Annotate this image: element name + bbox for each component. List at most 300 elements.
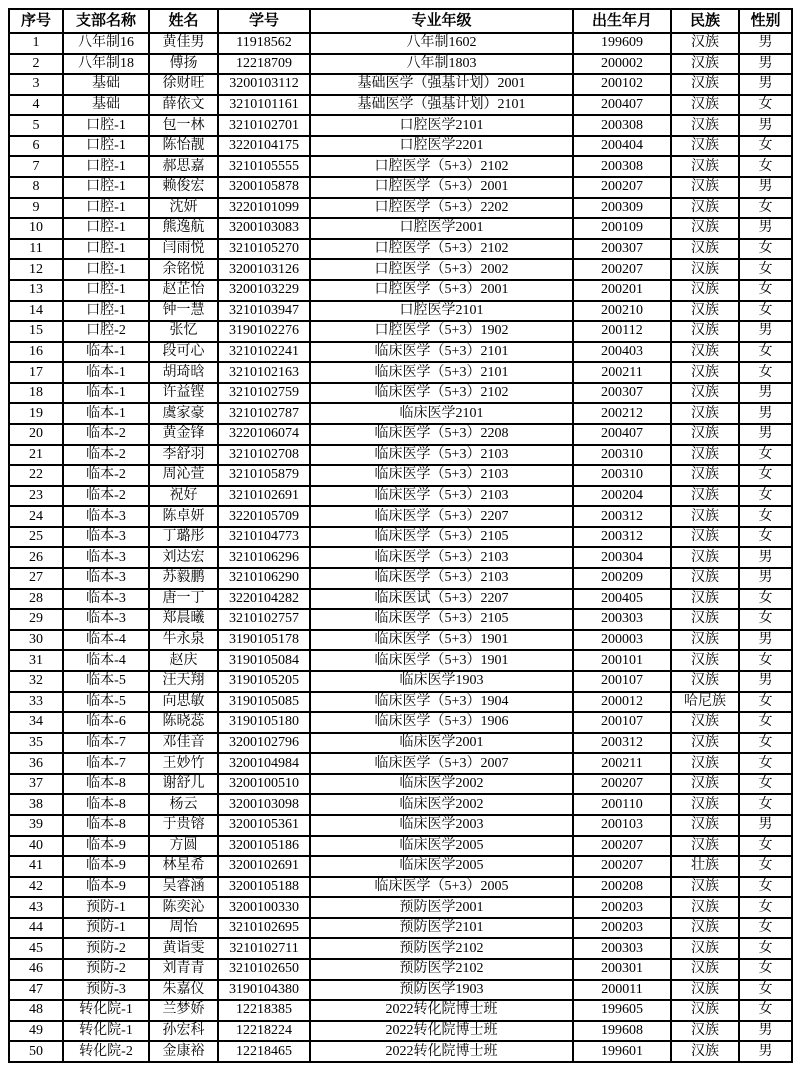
cell-branch: 预防-1	[63, 918, 149, 939]
cell-birth-date: 200309	[573, 198, 671, 219]
cell-major-grade: 临床医试（5+3）2207	[310, 589, 573, 610]
cell-index: 17	[9, 362, 63, 383]
cell-name: 胡琦晗	[149, 362, 218, 383]
cell-branch: 临本-4	[63, 650, 149, 671]
cell-ethnicity: 汉族	[671, 342, 739, 363]
cell-branch: 临本-2	[63, 424, 149, 445]
cell-birth-date: 200211	[573, 362, 671, 383]
cell-name: 赵芷怡	[149, 280, 218, 301]
cell-index: 27	[9, 568, 63, 589]
cell-index: 37	[9, 774, 63, 795]
cell-branch: 临本-5	[63, 692, 149, 713]
cell-branch: 八年制16	[63, 33, 149, 54]
cell-birth-date: 200207	[573, 177, 671, 198]
cell-index: 2	[9, 54, 63, 75]
cell-branch: 转化院-2	[63, 1041, 149, 1062]
cell-birth-date: 200303	[573, 609, 671, 630]
cell-name: 王妙竹	[149, 753, 218, 774]
table-row	[9, 54, 792, 75]
table-row	[9, 136, 792, 157]
cell-name: 沈妍	[149, 198, 218, 219]
cell-index: 50	[9, 1041, 63, 1062]
cell-gender: 男	[739, 177, 792, 198]
cell-gender: 女	[739, 650, 792, 671]
cell-birth-date: 200207	[573, 856, 671, 877]
cell-major-grade: 临床医学2001	[310, 733, 573, 754]
table-row	[9, 218, 792, 239]
cell-major-grade: 口腔医学（5+3）2102	[310, 239, 573, 260]
cell-ethnicity: 汉族	[671, 815, 739, 836]
col-header-gender: 性别	[739, 9, 792, 33]
cell-branch: 预防-2	[63, 959, 149, 980]
cell-index: 47	[9, 980, 63, 1001]
table-row	[9, 712, 792, 733]
table-row	[9, 671, 792, 692]
cell-ethnicity: 汉族	[671, 1041, 739, 1062]
cell-gender: 男	[739, 321, 792, 342]
cell-name: 张忆	[149, 321, 218, 342]
cell-major-grade: 临床医学（5+3）2102	[310, 383, 573, 404]
cell-name: 朱嘉仪	[149, 980, 218, 1001]
cell-name: 陈怡靓	[149, 136, 218, 157]
cell-major-grade: 临床医学（5+3）2207	[310, 506, 573, 527]
cell-gender: 男	[739, 115, 792, 136]
cell-branch: 临本-1	[63, 403, 149, 424]
cell-major-grade: 临床医学（5+3）2007	[310, 753, 573, 774]
cell-birth-date: 200207	[573, 774, 671, 795]
cell-birth-date: 200307	[573, 383, 671, 404]
cell-branch: 临本-3	[63, 527, 149, 548]
cell-gender: 女	[739, 836, 792, 857]
cell-birth-date: 200003	[573, 630, 671, 651]
cell-major-grade: 基础医学（强基计划）2001	[310, 74, 573, 95]
cell-index: 18	[9, 383, 63, 404]
cell-gender: 女	[739, 897, 792, 918]
table-row	[9, 733, 792, 754]
table-row	[9, 280, 792, 301]
cell-birth-date: 200210	[573, 301, 671, 322]
cell-gender: 女	[739, 712, 792, 733]
cell-ethnicity: 汉族	[671, 506, 739, 527]
cell-major-grade: 2022转化院博士班	[310, 1000, 573, 1021]
cell-name: 于贵镕	[149, 815, 218, 836]
cell-ethnicity: 汉族	[671, 259, 739, 280]
cell-birth-date: 200103	[573, 815, 671, 836]
cell-name: 林星希	[149, 856, 218, 877]
cell-index: 25	[9, 527, 63, 548]
table-row	[9, 856, 792, 877]
cell-ethnicity: 汉族	[671, 177, 739, 198]
col-header-birth-date: 出生年月	[573, 9, 671, 33]
cell-name: 金康裕	[149, 1041, 218, 1062]
cell-name: 牛永泉	[149, 630, 218, 651]
cell-branch: 临本-2	[63, 486, 149, 507]
cell-branch: 临本-8	[63, 794, 149, 815]
cell-index: 44	[9, 918, 63, 939]
cell-birth-date: 199601	[573, 1041, 671, 1062]
cell-name: 孙宏科	[149, 1021, 218, 1042]
cell-student-id: 3190105178	[218, 630, 310, 651]
cell-birth-date: 200304	[573, 547, 671, 568]
cell-major-grade: 临床医学（5+3）2105	[310, 609, 573, 630]
cell-branch: 临本-7	[63, 733, 149, 754]
table-row	[9, 486, 792, 507]
table-row	[9, 794, 792, 815]
cell-branch: 预防-3	[63, 980, 149, 1001]
cell-gender: 女	[739, 465, 792, 486]
cell-branch: 临本-5	[63, 671, 149, 692]
cell-name: 黄诣雯	[149, 938, 218, 959]
cell-name: 吴睿涵	[149, 877, 218, 898]
cell-major-grade: 临床医学（5+3）2103	[310, 568, 573, 589]
cell-index: 26	[9, 547, 63, 568]
cell-ethnicity: 汉族	[671, 877, 739, 898]
cell-student-id: 3200104984	[218, 753, 310, 774]
cell-branch: 预防-1	[63, 897, 149, 918]
cell-branch: 口腔-1	[63, 115, 149, 136]
cell-branch: 临本-2	[63, 445, 149, 466]
table-body	[9, 33, 792, 1062]
cell-name: 薛依文	[149, 95, 218, 116]
cell-ethnicity: 汉族	[671, 74, 739, 95]
cell-branch: 转化院-1	[63, 1021, 149, 1042]
cell-gender: 女	[739, 877, 792, 898]
table-row	[9, 692, 792, 713]
cell-index: 35	[9, 733, 63, 754]
cell-ethnicity: 汉族	[671, 115, 739, 136]
col-header-ethnicity: 民族	[671, 9, 739, 33]
cell-name: 杨云	[149, 794, 218, 815]
cell-ethnicity: 汉族	[671, 836, 739, 857]
cell-birth-date: 199608	[573, 1021, 671, 1042]
cell-birth-date: 200301	[573, 959, 671, 980]
cell-major-grade: 临床医学（5+3）2103	[310, 486, 573, 507]
table-row	[9, 815, 792, 836]
cell-birth-date: 200112	[573, 321, 671, 342]
cell-major-grade: 口腔医学2101	[310, 115, 573, 136]
cell-student-id: 12218385	[218, 1000, 310, 1021]
cell-name: 周怡	[149, 918, 218, 939]
cell-student-id: 3220101099	[218, 198, 310, 219]
cell-name: 赖俊宏	[149, 177, 218, 198]
cell-branch: 临本-2	[63, 465, 149, 486]
table-row	[9, 1000, 792, 1021]
table-row	[9, 547, 792, 568]
cell-index: 3	[9, 74, 63, 95]
cell-major-grade: 八年制1602	[310, 33, 573, 54]
cell-gender: 男	[739, 630, 792, 651]
table-row	[9, 424, 792, 445]
cell-index: 40	[9, 836, 63, 857]
table-row	[9, 938, 792, 959]
cell-birth-date: 200107	[573, 671, 671, 692]
cell-index: 32	[9, 671, 63, 692]
cell-gender: 男	[739, 568, 792, 589]
cell-student-id: 3190105180	[218, 712, 310, 733]
cell-branch: 口腔-1	[63, 156, 149, 177]
cell-ethnicity: 汉族	[671, 712, 739, 733]
cell-branch: 口腔-1	[63, 136, 149, 157]
cell-ethnicity: 汉族	[671, 1021, 739, 1042]
cell-student-id: 3210102691	[218, 486, 310, 507]
cell-major-grade: 临床医学（5+3）2101	[310, 362, 573, 383]
cell-ethnicity: 汉族	[671, 403, 739, 424]
cell-index: 1	[9, 33, 63, 54]
cell-birth-date: 200212	[573, 403, 671, 424]
cell-student-id: 3210105270	[218, 239, 310, 260]
cell-student-id: 3210101161	[218, 95, 310, 116]
col-header-student-id: 学号	[218, 9, 310, 33]
cell-name: 郑晨曦	[149, 609, 218, 630]
cell-ethnicity: 汉族	[671, 753, 739, 774]
cell-gender: 女	[739, 239, 792, 260]
cell-name: 唐一丁	[149, 589, 218, 610]
cell-branch: 临本-8	[63, 815, 149, 836]
cell-ethnicity: 汉族	[671, 959, 739, 980]
cell-birth-date: 200407	[573, 95, 671, 116]
cell-name: 钟一慧	[149, 301, 218, 322]
table-row	[9, 33, 792, 54]
cell-index: 15	[9, 321, 63, 342]
cell-student-id: 3200102796	[218, 733, 310, 754]
cell-name: 虞家豪	[149, 403, 218, 424]
cell-branch: 临本-3	[63, 589, 149, 610]
cell-index: 9	[9, 198, 63, 219]
cell-gender: 男	[739, 424, 792, 445]
table-row	[9, 177, 792, 198]
cell-branch: 临本-9	[63, 877, 149, 898]
cell-ethnicity: 汉族	[671, 1000, 739, 1021]
cell-ethnicity: 汉族	[671, 156, 739, 177]
cell-ethnicity: 汉族	[671, 794, 739, 815]
cell-index: 30	[9, 630, 63, 651]
table-row	[9, 836, 792, 857]
cell-index: 4	[9, 95, 63, 116]
cell-gender: 女	[739, 156, 792, 177]
cell-gender: 女	[739, 938, 792, 959]
cell-branch: 口腔-1	[63, 280, 149, 301]
cell-major-grade: 基础医学（强基计划）2101	[310, 95, 573, 116]
cell-student-id: 3210106296	[218, 547, 310, 568]
cell-ethnicity: 汉族	[671, 321, 739, 342]
col-header-major-grade: 专业年级	[310, 9, 573, 33]
cell-branch: 临本-9	[63, 856, 149, 877]
cell-ethnicity: 汉族	[671, 938, 739, 959]
cell-branch: 临本-8	[63, 774, 149, 795]
cell-major-grade: 临床医学（5+3）1906	[310, 712, 573, 733]
cell-student-id: 3200105186	[218, 836, 310, 857]
cell-birth-date: 200107	[573, 712, 671, 733]
cell-name: 余铭悦	[149, 259, 218, 280]
cell-student-id: 3210103947	[218, 301, 310, 322]
cell-branch: 口腔-1	[63, 259, 149, 280]
cell-ethnicity: 汉族	[671, 465, 739, 486]
cell-name: 兰梦娇	[149, 1000, 218, 1021]
cell-birth-date: 200211	[573, 753, 671, 774]
cell-birth-date: 199609	[573, 33, 671, 54]
cell-name: 段可心	[149, 342, 218, 363]
cell-branch: 临本-1	[63, 362, 149, 383]
cell-name: 刘达宏	[149, 547, 218, 568]
cell-birth-date: 200207	[573, 259, 671, 280]
cell-name: 赵庆	[149, 650, 218, 671]
cell-ethnicity: 汉族	[671, 980, 739, 1001]
cell-gender: 女	[739, 753, 792, 774]
table-row	[9, 445, 792, 466]
table-row	[9, 959, 792, 980]
table-row	[9, 74, 792, 95]
cell-gender: 男	[739, 403, 792, 424]
cell-gender: 女	[739, 342, 792, 363]
cell-student-id: 3210102708	[218, 445, 310, 466]
cell-birth-date: 200209	[573, 568, 671, 589]
cell-major-grade: 临床医学（5+3）2101	[310, 342, 573, 363]
cell-gender: 男	[739, 671, 792, 692]
cell-index: 10	[9, 218, 63, 239]
cell-student-id: 3220104175	[218, 136, 310, 157]
cell-ethnicity: 汉族	[671, 239, 739, 260]
cell-birth-date: 200102	[573, 74, 671, 95]
cell-branch: 临本-9	[63, 836, 149, 857]
cell-student-id: 12218709	[218, 54, 310, 75]
cell-student-id: 3210106290	[218, 568, 310, 589]
cell-birth-date: 200011	[573, 980, 671, 1001]
cell-gender: 女	[739, 301, 792, 322]
cell-branch: 基础	[63, 95, 149, 116]
cell-student-id: 3210105555	[218, 156, 310, 177]
cell-student-id: 3200103083	[218, 218, 310, 239]
cell-index: 22	[9, 465, 63, 486]
cell-name: 黄金锋	[149, 424, 218, 445]
cell-name: 方圆	[149, 836, 218, 857]
cell-gender: 女	[739, 486, 792, 507]
roster-sheet	[8, 8, 793, 1063]
cell-major-grade: 临床医学（5+3）2105	[310, 527, 573, 548]
cell-index: 21	[9, 445, 63, 466]
cell-student-id: 3190105085	[218, 692, 310, 713]
cell-name: 向思敏	[149, 692, 218, 713]
cell-major-grade: 临床医学（5+3）2103	[310, 445, 573, 466]
cell-branch: 口腔-1	[63, 177, 149, 198]
cell-index: 5	[9, 115, 63, 136]
cell-branch: 转化院-1	[63, 1000, 149, 1021]
cell-ethnicity: 汉族	[671, 650, 739, 671]
cell-gender: 女	[739, 1000, 792, 1021]
cell-name: 许益铿	[149, 383, 218, 404]
cell-ethnicity: 汉族	[671, 198, 739, 219]
cell-ethnicity: 汉族	[671, 897, 739, 918]
cell-ethnicity: 汉族	[671, 774, 739, 795]
cell-gender: 女	[739, 980, 792, 1001]
cell-branch: 临本-1	[63, 342, 149, 363]
table-row	[9, 609, 792, 630]
cell-index: 20	[9, 424, 63, 445]
cell-ethnicity: 汉族	[671, 33, 739, 54]
cell-birth-date: 199605	[573, 1000, 671, 1021]
cell-ethnicity: 汉族	[671, 671, 739, 692]
cell-name: 包一林	[149, 115, 218, 136]
table-row	[9, 630, 792, 651]
cell-index: 49	[9, 1021, 63, 1042]
cell-birth-date: 200312	[573, 506, 671, 527]
cell-birth-date: 200110	[573, 794, 671, 815]
cell-name: 邓佳音	[149, 733, 218, 754]
cell-ethnicity: 汉族	[671, 136, 739, 157]
cell-ethnicity: 汉族	[671, 362, 739, 383]
cell-birth-date: 200201	[573, 280, 671, 301]
cell-student-id: 3200100330	[218, 897, 310, 918]
cell-student-id: 3190105205	[218, 671, 310, 692]
cell-ethnicity: 汉族	[671, 445, 739, 466]
cell-index: 8	[9, 177, 63, 198]
cell-index: 31	[9, 650, 63, 671]
cell-branch: 临本-7	[63, 753, 149, 774]
cell-index: 36	[9, 753, 63, 774]
cell-major-grade: 2022转化院博士班	[310, 1021, 573, 1042]
cell-major-grade: 口腔医学（5+3）1902	[310, 321, 573, 342]
cell-gender: 男	[739, 1021, 792, 1042]
cell-ethnicity: 汉族	[671, 486, 739, 507]
cell-student-id: 11918562	[218, 33, 310, 54]
cell-student-id: 3190104380	[218, 980, 310, 1001]
cell-name: 周沁萱	[149, 465, 218, 486]
cell-name: 傅扬	[149, 54, 218, 75]
table-row	[9, 527, 792, 548]
cell-major-grade: 临床医学（5+3）2103	[310, 547, 573, 568]
table-row	[9, 301, 792, 322]
cell-student-id: 3190105084	[218, 650, 310, 671]
cell-ethnicity: 汉族	[671, 547, 739, 568]
cell-student-id: 3210102241	[218, 342, 310, 363]
cell-branch: 临本-3	[63, 609, 149, 630]
cell-major-grade: 预防医学2102	[310, 959, 573, 980]
cell-gender: 女	[739, 95, 792, 116]
cell-name: 徐财旺	[149, 74, 218, 95]
cell-branch: 口腔-2	[63, 321, 149, 342]
cell-birth-date: 200012	[573, 692, 671, 713]
cell-index: 48	[9, 1000, 63, 1021]
cell-student-id: 3210102163	[218, 362, 310, 383]
cell-index: 46	[9, 959, 63, 980]
cell-student-id: 3210104773	[218, 527, 310, 548]
cell-major-grade: 预防医学2001	[310, 897, 573, 918]
cell-index: 12	[9, 259, 63, 280]
cell-ethnicity: 汉族	[671, 301, 739, 322]
cell-branch: 八年制18	[63, 54, 149, 75]
table-row	[9, 342, 792, 363]
table-row	[9, 1041, 792, 1062]
cell-index: 16	[9, 342, 63, 363]
cell-student-id: 3210102695	[218, 918, 310, 939]
cell-student-id: 3200103126	[218, 259, 310, 280]
table-row	[9, 774, 792, 795]
cell-student-id: 3220105709	[218, 506, 310, 527]
cell-birth-date: 200002	[573, 54, 671, 75]
cell-gender: 女	[739, 794, 792, 815]
student-roster-table	[8, 8, 793, 1063]
cell-birth-date: 200203	[573, 918, 671, 939]
table-row	[9, 156, 792, 177]
cell-major-grade: 口腔医学2001	[310, 218, 573, 239]
cell-name: 祝好	[149, 486, 218, 507]
cell-student-id: 3210102650	[218, 959, 310, 980]
cell-student-id: 3200102691	[218, 856, 310, 877]
table-row	[9, 568, 792, 589]
cell-major-grade: 临床医学2101	[310, 403, 573, 424]
table-row	[9, 1021, 792, 1042]
cell-gender: 男	[739, 33, 792, 54]
table-row	[9, 506, 792, 527]
